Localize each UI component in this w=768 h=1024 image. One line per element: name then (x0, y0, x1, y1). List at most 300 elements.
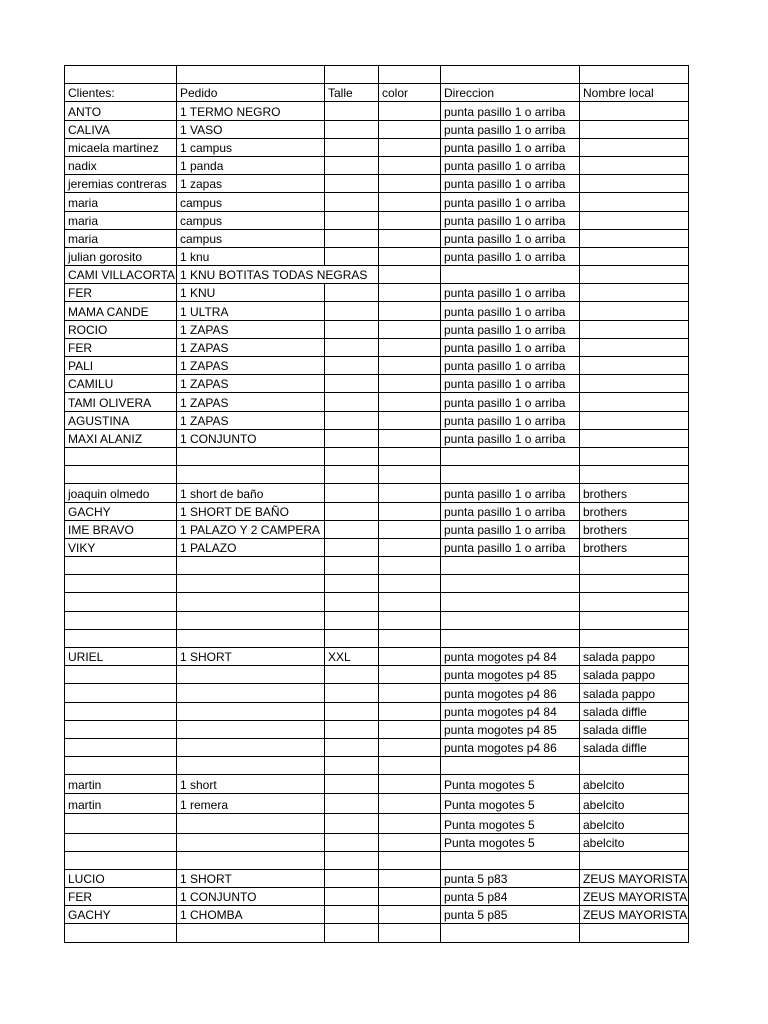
cell-pedido[interactable] (177, 593, 325, 611)
cell-nombre-local[interactable] (580, 575, 689, 593)
cell-pedido[interactable]: 1 ZAPAS (177, 393, 325, 411)
cell-nombre-local[interactable]: abelcito (580, 775, 689, 793)
cell-cliente[interactable] (65, 466, 177, 484)
cell-direccion[interactable]: punta pasillo 1 o arriba (441, 156, 580, 174)
cell-pedido[interactable]: 1 knu (177, 247, 325, 265)
cell-nombre-local[interactable]: brothers (580, 502, 689, 520)
cell-talle[interactable] (325, 538, 379, 556)
cell-nombre-local[interactable] (580, 357, 689, 375)
cell-talle[interactable] (325, 411, 379, 429)
cell-color[interactable] (379, 720, 441, 738)
cell-nombre-local[interactable] (580, 66, 689, 84)
cell-pedido[interactable]: 1 panda (177, 156, 325, 174)
cell-cliente[interactable]: URIEL (65, 648, 177, 666)
cell-direccion[interactable]: punta mogotes p4 84 (441, 702, 580, 720)
cell-talle[interactable] (325, 666, 379, 684)
cell-cliente[interactable] (65, 833, 177, 851)
cell-talle[interactable] (325, 484, 379, 502)
column-header[interactable]: Pedido (177, 84, 325, 102)
cell-pedido[interactable] (177, 924, 325, 942)
cell-pedido[interactable] (177, 813, 325, 833)
cell-color[interactable] (379, 429, 441, 447)
cell-cliente[interactable]: PALI (65, 357, 177, 375)
cell-direccion[interactable]: punta pasillo 1 o arriba (441, 211, 580, 229)
cell-cliente[interactable]: nadix (65, 156, 177, 174)
table-row (65, 102, 689, 120)
cell-nombre-local[interactable] (580, 593, 689, 611)
cell-color[interactable] (379, 120, 441, 138)
cell-talle[interactable] (325, 247, 379, 265)
cell-direccion[interactable] (441, 924, 580, 942)
cell-pedido[interactable]: campus (177, 211, 325, 229)
cell-talle[interactable] (325, 869, 379, 887)
cell-cliente[interactable] (65, 629, 177, 647)
table-row (65, 557, 689, 575)
cell-direccion[interactable]: punta pasillo 1 o arriba (441, 229, 580, 247)
cell-nombre-local[interactable] (580, 175, 689, 193)
cell-cliente[interactable]: LUCIO (65, 869, 177, 887)
cell-direccion[interactable]: punta mogotes p4 86 (441, 738, 580, 756)
cell-nombre-local[interactable] (580, 193, 689, 211)
cell-talle[interactable] (325, 775, 379, 793)
cell-talle[interactable] (325, 302, 379, 320)
cell-color[interactable] (379, 156, 441, 174)
cell-cliente[interactable]: joaquin olmedo (65, 484, 177, 502)
cell-cliente[interactable]: ANTO (65, 102, 177, 120)
cell-color[interactable] (379, 851, 441, 869)
cell-color[interactable] (379, 924, 441, 942)
cell-cliente[interactable]: maria (65, 229, 177, 247)
cell-nombre-local[interactable] (580, 138, 689, 156)
cell-talle[interactable] (325, 793, 379, 813)
cell-pedido[interactable] (177, 757, 325, 775)
table-row (65, 66, 689, 84)
cell-color[interactable] (379, 738, 441, 756)
cell-cliente[interactable]: TAMI OLIVERA (65, 393, 177, 411)
cell-nombre-local[interactable] (580, 120, 689, 138)
cell-color[interactable] (379, 411, 441, 429)
cell-nombre-local[interactable]: abelcito (580, 813, 689, 833)
cell-color[interactable] (379, 302, 441, 320)
cell-color[interactable] (379, 702, 441, 720)
cell-cliente[interactable]: FER (65, 284, 177, 302)
cell-cliente[interactable]: CALIVA (65, 120, 177, 138)
cell-pedido[interactable]: 1 ZAPAS (177, 320, 325, 338)
cell-direccion[interactable]: punta pasillo 1 o arriba (441, 175, 580, 193)
cell-talle[interactable] (325, 138, 379, 156)
cell-pedido[interactable] (177, 851, 325, 869)
cell-direccion[interactable]: Punta mogotes 5 (441, 775, 580, 793)
cell-direccion[interactable]: punta 5 p85 (441, 906, 580, 924)
cell-pedido[interactable]: 1 short de baño (177, 484, 325, 502)
cell-direccion[interactable] (441, 757, 580, 775)
cell-nombre-local[interactable] (580, 320, 689, 338)
cell-nombre-local[interactable] (580, 411, 689, 429)
cell-color[interactable] (379, 666, 441, 684)
cell-direccion[interactable]: punta pasillo 1 o arriba (441, 247, 580, 265)
cell-talle[interactable] (325, 375, 379, 393)
cell-cliente[interactable] (65, 66, 177, 84)
cell-nombre-local[interactable] (580, 557, 689, 575)
cell-nombre-local[interactable] (580, 375, 689, 393)
cell-color[interactable] (379, 466, 441, 484)
cell-cliente[interactable] (65, 924, 177, 942)
cell-color[interactable] (379, 375, 441, 393)
cell-talle[interactable] (325, 320, 379, 338)
cell-direccion[interactable] (441, 575, 580, 593)
cell-pedido[interactable]: campus (177, 229, 325, 247)
cell-cliente[interactable]: CAMI VILLACORTA (65, 266, 177, 284)
cell-direccion[interactable]: punta 5 p83 (441, 869, 580, 887)
cell-direccion[interactable]: Punta mogotes 5 (441, 833, 580, 851)
cell-nombre-local[interactable]: brothers (580, 484, 689, 502)
cell-nombre-local[interactable] (580, 629, 689, 647)
cell-talle[interactable] (325, 229, 379, 247)
cell-direccion[interactable] (441, 629, 580, 647)
cell-color[interactable] (379, 320, 441, 338)
cell-nombre-local[interactable]: ZEUS MAYORISTA (580, 906, 689, 924)
cell-cliente[interactable]: maria (65, 193, 177, 211)
cell-nombre-local[interactable] (580, 211, 689, 229)
cell-direccion[interactable]: punta pasillo 1 o arriba (441, 120, 580, 138)
cell-direccion[interactable]: punta pasillo 1 o arriba (441, 193, 580, 211)
cell-pedido[interactable] (177, 66, 325, 84)
cell-nombre-local[interactable] (580, 757, 689, 775)
cell-nombre-local[interactable]: salada pappo (580, 684, 689, 702)
cell-nombre-local[interactable] (580, 266, 689, 284)
cell-nombre-local[interactable] (580, 611, 689, 629)
cell-talle[interactable] (325, 502, 379, 520)
cell-color[interactable] (379, 557, 441, 575)
cell-direccion[interactable]: punta mogotes p4 84 (441, 648, 580, 666)
cell-pedido[interactable] (177, 684, 325, 702)
cell-color[interactable] (379, 575, 441, 593)
cell-pedido[interactable]: 1 SHORT (177, 648, 325, 666)
cell-talle[interactable] (325, 924, 379, 942)
cell-cliente[interactable]: MAMA CANDE (65, 302, 177, 320)
cell-cliente[interactable]: martin (65, 793, 177, 813)
cell-direccion[interactable]: punta pasillo 1 o arriba (441, 484, 580, 502)
cell-color[interactable] (379, 593, 441, 611)
cell-direccion[interactable]: Punta mogotes 5 (441, 793, 580, 813)
cell-color[interactable] (379, 906, 441, 924)
cell-talle[interactable] (325, 720, 379, 738)
cell-talle[interactable] (325, 593, 379, 611)
cell-talle[interactable] (325, 447, 379, 465)
cell-color[interactable] (379, 888, 441, 906)
cell-pedido[interactable] (177, 447, 325, 465)
cell-pedido[interactable]: 1 CHOMBA (177, 906, 325, 924)
cell-direccion[interactable]: punta 5 p84 (441, 888, 580, 906)
cell-nombre-local[interactable] (580, 429, 689, 447)
table-row (65, 684, 689, 702)
cell-color[interactable] (379, 611, 441, 629)
cell-talle[interactable] (325, 851, 379, 869)
cell-color[interactable] (379, 869, 441, 887)
cell-pedido[interactable] (177, 666, 325, 684)
cell-pedido[interactable] (177, 738, 325, 756)
cell-pedido[interactable]: 1 PALAZO Y 2 CAMPERA (177, 520, 325, 538)
cell-talle[interactable] (325, 813, 379, 833)
cell-nombre-local[interactable]: salada diffle (580, 702, 689, 720)
cell-pedido[interactable] (177, 575, 325, 593)
cell-cliente[interactable]: FER (65, 888, 177, 906)
cell-color[interactable] (379, 833, 441, 851)
cell-direccion[interactable]: punta pasillo 1 o arriba (441, 393, 580, 411)
cell-talle[interactable] (325, 888, 379, 906)
cell-nombre-local[interactable]: salada diffle (580, 738, 689, 756)
cell-direccion[interactable]: punta pasillo 1 o arriba (441, 138, 580, 156)
table-row (65, 229, 689, 247)
cell-talle[interactable] (325, 575, 379, 593)
cell-nombre-local[interactable]: ZEUS MAYORISTA (580, 869, 689, 887)
cell-pedido[interactable] (177, 466, 325, 484)
cell-direccion[interactable]: punta pasillo 1 o arriba (441, 375, 580, 393)
cell-pedido[interactable]: 1 short (177, 775, 325, 793)
cell-talle[interactable] (325, 466, 379, 484)
cell-direccion[interactable]: punta pasillo 1 o arriba (441, 320, 580, 338)
cell-direccion[interactable]: punta mogotes p4 85 (441, 666, 580, 684)
cell-talle[interactable] (325, 629, 379, 647)
cell-direccion[interactable] (441, 593, 580, 611)
cell-cliente[interactable] (65, 702, 177, 720)
cell-color[interactable] (379, 520, 441, 538)
cell-cliente[interactable]: IME BRAVO (65, 520, 177, 538)
cell-nombre-local[interactable]: salada pappo (580, 648, 689, 666)
cell-color[interactable] (379, 684, 441, 702)
cell-pedido[interactable] (177, 557, 325, 575)
cell-color[interactable] (379, 484, 441, 502)
cell-cliente[interactable] (65, 447, 177, 465)
cell-pedido[interactable]: 1 PALAZO (177, 538, 325, 556)
cell-direccion[interactable]: punta pasillo 1 o arriba (441, 411, 580, 429)
cell-pedido[interactable]: 1 CONJUNTO (177, 888, 325, 906)
cell-pedido[interactable]: 1 ZAPAS (177, 411, 325, 429)
cell-pedido[interactable]: 1 KNU (177, 284, 325, 302)
cell-color[interactable] (379, 538, 441, 556)
cell-color[interactable] (379, 102, 441, 120)
cell-cliente[interactable]: GACHY (65, 502, 177, 520)
cell-talle[interactable] (325, 520, 379, 538)
cell-pedido[interactable]: 1 SHORT DE BAÑO (177, 502, 325, 520)
cell-pedido[interactable]: 1 remera (177, 793, 325, 813)
cell-color[interactable] (379, 813, 441, 833)
cell-talle[interactable] (325, 557, 379, 575)
cell-color[interactable] (379, 757, 441, 775)
cell-direccion[interactable]: punta pasillo 1 o arriba (441, 284, 580, 302)
cell-color[interactable] (379, 793, 441, 813)
cell-direccion[interactable]: Punta mogotes 5 (441, 813, 580, 833)
cell-color[interactable] (379, 338, 441, 356)
cell-talle[interactable] (325, 102, 379, 120)
cell-color[interactable] (379, 229, 441, 247)
cell-cliente[interactable]: micaela martinez (65, 138, 177, 156)
cell-direccion[interactable]: punta pasillo 1 o arriba (441, 502, 580, 520)
cell-cliente[interactable] (65, 720, 177, 738)
table-row (65, 320, 689, 338)
cell-color[interactable] (379, 447, 441, 465)
cell-pedido[interactable]: 1 KNU BOTITAS TODAS NEGRAS (177, 266, 325, 284)
cell-direccion[interactable] (441, 557, 580, 575)
cell-cliente[interactable] (65, 666, 177, 684)
cell-cliente[interactable]: MAXI ALANIZ (65, 429, 177, 447)
cell-color[interactable] (379, 393, 441, 411)
cell-pedido[interactable] (177, 720, 325, 738)
cell-color[interactable] (379, 629, 441, 647)
cell-nombre-local[interactable] (580, 102, 689, 120)
cell-color[interactable] (379, 357, 441, 375)
cell-nombre-local[interactable] (580, 447, 689, 465)
cell-pedido[interactable]: 1 ZAPAS (177, 357, 325, 375)
cell-direccion[interactable] (441, 266, 580, 284)
cell-color[interactable] (379, 211, 441, 229)
cell-talle[interactable] (325, 338, 379, 356)
cell-talle[interactable] (325, 833, 379, 851)
table-row (65, 629, 689, 647)
cell-nombre-local[interactable]: abelcito (580, 793, 689, 813)
cell-direccion[interactable] (441, 447, 580, 465)
cell-color[interactable] (379, 284, 441, 302)
cell-color[interactable] (379, 247, 441, 265)
cell-talle[interactable] (325, 429, 379, 447)
cell-talle[interactable]: XXL (325, 648, 379, 666)
cell-color[interactable] (379, 648, 441, 666)
cell-pedido[interactable]: 1 CONJUNTO (177, 429, 325, 447)
cell-talle[interactable] (325, 66, 379, 84)
column-header[interactable]: Clientes: (65, 84, 177, 102)
cell-pedido[interactable]: 1 zapas (177, 175, 325, 193)
cell-cliente[interactable]: ROCIO (65, 320, 177, 338)
cell-cliente[interactable] (65, 851, 177, 869)
cell-talle[interactable] (325, 193, 379, 211)
cell-nombre-local[interactable] (580, 229, 689, 247)
cell-talle[interactable] (325, 906, 379, 924)
cell-direccion[interactable]: punta mogotes p4 85 (441, 720, 580, 738)
cell-direccion[interactable] (441, 66, 580, 84)
cell-cliente[interactable] (65, 738, 177, 756)
cell-talle[interactable] (325, 211, 379, 229)
cell-pedido[interactable]: 1 VASO (177, 120, 325, 138)
cell-nombre-local[interactable] (580, 338, 689, 356)
cell-talle[interactable] (325, 156, 379, 174)
cell-nombre-local[interactable]: brothers (580, 538, 689, 556)
cell-talle[interactable] (325, 393, 379, 411)
cell-cliente[interactable]: VIKY (65, 538, 177, 556)
cell-color[interactable] (379, 502, 441, 520)
cell-color[interactable] (379, 138, 441, 156)
cell-color[interactable] (379, 266, 441, 284)
cell-direccion[interactable] (441, 851, 580, 869)
cell-cliente[interactable]: martin (65, 775, 177, 793)
table-row (65, 138, 689, 156)
cell-cliente[interactable] (65, 593, 177, 611)
cell-pedido[interactable]: 1 ZAPAS (177, 375, 325, 393)
cell-cliente[interactable]: CAMILU (65, 375, 177, 393)
spreadsheet (64, 65, 688, 943)
cell-talle[interactable] (325, 738, 379, 756)
cell-cliente[interactable] (65, 757, 177, 775)
cell-pedido[interactable]: 1 SHORT (177, 869, 325, 887)
cell-cliente[interactable] (65, 611, 177, 629)
cell-cliente[interactable]: julian gorosito (65, 247, 177, 265)
cell-nombre-local[interactable] (580, 247, 689, 265)
cell-direccion[interactable] (441, 611, 580, 629)
cell-nombre-local[interactable] (580, 466, 689, 484)
cell-cliente[interactable] (65, 813, 177, 833)
column-header[interactable]: Talle (325, 84, 379, 102)
cell-nombre-local[interactable] (580, 302, 689, 320)
cell-direccion[interactable]: punta pasillo 1 o arriba (441, 357, 580, 375)
column-header[interactable]: Nombre local (580, 84, 689, 102)
cell-nombre-local[interactable]: abelcito (580, 833, 689, 851)
cell-color[interactable] (379, 175, 441, 193)
cell-cliente[interactable]: FER (65, 338, 177, 356)
cell-color[interactable] (379, 193, 441, 211)
cell-talle[interactable] (325, 175, 379, 193)
cell-cliente[interactable]: GACHY (65, 906, 177, 924)
cell-cliente[interactable]: maria (65, 211, 177, 229)
cell-cliente[interactable] (65, 684, 177, 702)
cell-nombre-local[interactable] (580, 924, 689, 942)
cell-pedido[interactable]: 1 ULTRA (177, 302, 325, 320)
column-header[interactable]: Direccion (441, 84, 580, 102)
cell-cliente[interactable] (65, 557, 177, 575)
cell-pedido[interactable]: 1 campus (177, 138, 325, 156)
cell-pedido[interactable]: 1 ZAPAS (177, 338, 325, 356)
cell-cliente[interactable] (65, 575, 177, 593)
cell-pedido[interactable]: 1 TERMO NEGRO (177, 102, 325, 120)
cell-nombre-local[interactable] (580, 851, 689, 869)
cell-direccion[interactable]: punta mogotes p4 86 (441, 684, 580, 702)
cell-direccion[interactable]: punta pasillo 1 o arriba (441, 338, 580, 356)
cell-direccion[interactable] (441, 466, 580, 484)
cell-talle[interactable] (325, 357, 379, 375)
cell-cliente[interactable]: AGUSTINA (65, 411, 177, 429)
cell-talle[interactable] (325, 284, 379, 302)
table-row (65, 375, 689, 393)
cell-talle[interactable] (325, 611, 379, 629)
cell-cliente[interactable]: jeremias contreras (65, 175, 177, 193)
cell-nombre-local[interactable]: salada diffle (580, 720, 689, 738)
cell-direccion[interactable]: punta pasillo 1 o arriba (441, 429, 580, 447)
table-row (65, 851, 689, 869)
cell-pedido[interactable] (177, 702, 325, 720)
cell-pedido[interactable] (177, 611, 325, 629)
cell-direccion[interactable]: punta pasillo 1 o arriba (441, 520, 580, 538)
cell-pedido[interactable] (177, 833, 325, 851)
cell-nombre-local[interactable] (580, 284, 689, 302)
cell-nombre-local[interactable]: ZEUS MAYORISTA (580, 888, 689, 906)
table-row (65, 338, 689, 356)
cell-pedido[interactable] (177, 629, 325, 647)
cell-color[interactable] (379, 775, 441, 793)
cell-nombre-local[interactable] (580, 156, 689, 174)
cell-direccion[interactable]: punta pasillo 1 o arriba (441, 302, 580, 320)
cell-nombre-local[interactable] (580, 393, 689, 411)
column-header[interactable]: color (379, 84, 441, 102)
cell-pedido[interactable]: campus (177, 193, 325, 211)
cell-talle[interactable] (325, 684, 379, 702)
cell-talle[interactable] (325, 120, 379, 138)
cell-direccion[interactable]: punta pasillo 1 o arriba (441, 538, 580, 556)
cell-talle[interactable] (325, 757, 379, 775)
cell-talle[interactable] (325, 702, 379, 720)
cell-nombre-local[interactable]: brothers (580, 520, 689, 538)
cell-nombre-local[interactable]: salada pappo (580, 666, 689, 684)
cell-direccion[interactable]: punta pasillo 1 o arriba (441, 102, 580, 120)
table-row (65, 211, 689, 229)
cell-color[interactable] (379, 66, 441, 84)
